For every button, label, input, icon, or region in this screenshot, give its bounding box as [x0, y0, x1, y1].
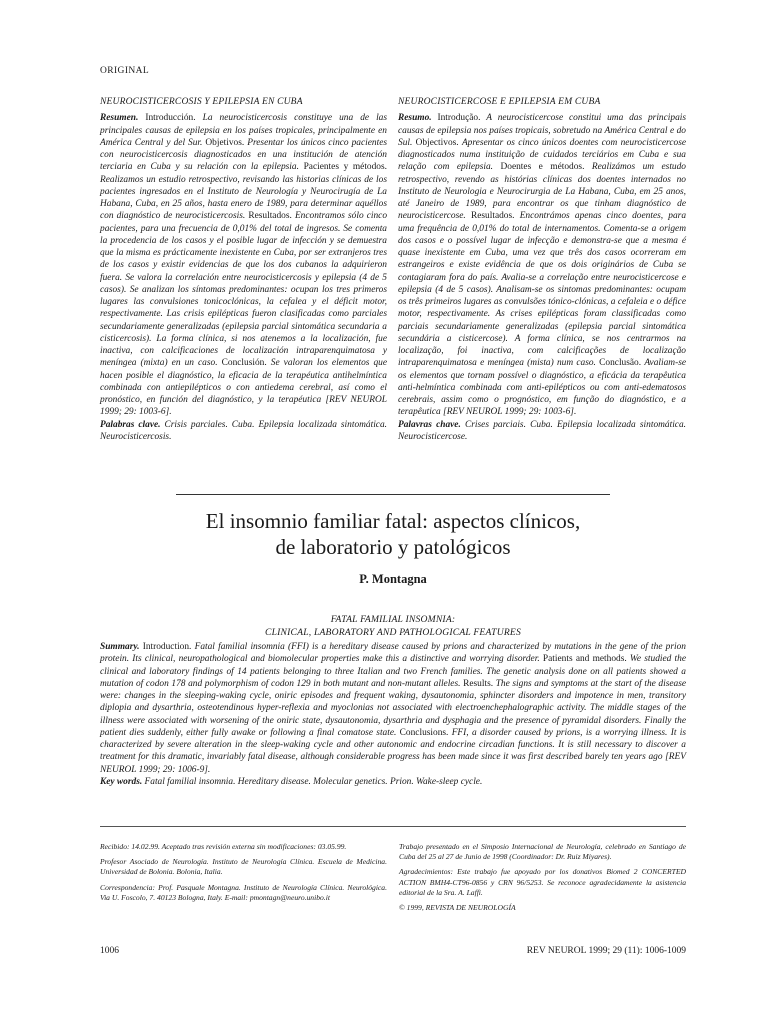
running-head: REV NEUROL 1999; 29 (11): 1006-1009	[526, 946, 686, 956]
spanish-keywords-label: Palabras clave.	[100, 419, 161, 430]
spanish-abstract	[100, 96, 387, 443]
english-keywords-label: Key words.	[100, 776, 143, 787]
acknowledgements-note: Agradecimientos: Este trabajo fue apoyado por los donativos Biomed 2 CONCERTED ACTION BMH4-CT96-0856 y CRN 96/5253. Se reconoce agradecidamente la asistencia editorial de la Sra. A. Laffi.	[399, 867, 686, 897]
spanish-abstract-body: Resumen. Introducción. La neurocisticercosis constituye una de las principales causas de epilepsia en los países tropicales, principalmente en América Central y del Sur. Objetivos. Presentar los únicos cinco pacientes con neurocisticercosis diagnosticados en una institución de atención terciaria en Cuba y su relación con la epilepsia. Pacientes y métodos. Realizamos un estudio retrospectivo, revisando las historias clínicas de los pacientes ingresados en el Instituto de Neurología y Neurocirugía de La Habana, Cuba, en 25 años, hasta enero de 1989, para determinar aquéllos con diagnóstico de neurocisticercosis. Resultados. Encontramos sólo cinco pacientes, para una frecuencia de 0,01% del total de ingresos. Se comenta la procedencia de los casos y el posible lugar de infección y se demuestra que la misma es prácticamente inexistente en Cuba, por ser extranjeros tres de los casos y existir evidencias de que los dos cubanos la adquirieron fuera. Se valora la correlación entre neurocisticercosis y epilepsia (4 de 5 casos). Se analizan los síntomas predominantes: ocupan los tres primeros lugares las convulsiones tonicoclónicas, la cefalea y el déficit motor, respectivamente. Las crisis epilépticas fueron clasificadas como parciales secundariamente generalizadas (epilepsia parcial sintomática secundaria a cisticercosis). La forma clínica, si nos atenemos a la localización, fue inactiva, con calcificaciones de localización intraparenquimatosa y meníngea (mixta) en un caso. Conclusión. Se valoran los elementos que hacen posible el diagnóstico, la eficacia de la terapéutica antihelmíntica combinada con antiepilépticos o con antiedema cerebral, así como el pronóstico, en función del diagnóstico, y la terapéutica [REV NEUROL 1999; 29: 1003-6]. Palabras clave. Crisis parciales. Cuba. Epilepsia localizada sintomática. Neurocisticercosis.	[100, 113, 388, 442]
portuguese-keywords: Crises parciais. Cuba. Epilepsia localizada sintomática. Neurocisticercose.	[398, 419, 686, 442]
english-title: FATAL FAMILIAL INSOMNIA: CLINICAL, LABORATORY AND PATHOLOGICAL FEATURES	[265, 614, 521, 638]
correspondence-note: Correspondencia: Prof. Pasquale Montagna. Instituto de Neurología Clínica. Neurológica. Via U. Foscolo, 7. 40123 Bologna, Italy. E-mail: pmontagn@neuro.unibo.it	[100, 882, 387, 902]
footnote-divider	[100, 826, 686, 827]
title-divider	[176, 494, 610, 495]
received-note: Recibido: 14.02.99. Aceptado tras revisión externa sin modificaciones: 03.05.99.	[100, 842, 347, 851]
spanish-abstract-title: NEUROCISTICERCOSIS Y EPILEPSIA EN CUBA	[100, 97, 303, 107]
section-label: ORIGINAL	[100, 66, 150, 76]
affiliation-note: Profesor Asociado de Neurología. Instituto de Neurología Clínica. Escuela de Medicina. Universidad de Bolonia. Bolonia, Italia.	[100, 857, 387, 877]
footnotes-left	[100, 842, 387, 908]
author: P. Montagna	[359, 572, 427, 586]
article-title: El insomnio familiar fatal: aspectos clínicos, de laboratorio y patológicos	[205, 509, 581, 559]
english-keywords: Fatal familial insomnia. Hereditary disease. Molecular genetics. Prion. Wake-sleep cycle.	[144, 776, 483, 787]
footnotes-right	[399, 842, 686, 918]
copyright-note: © 1999, REVISTA DE NEUROLOGÍA	[399, 903, 516, 913]
portuguese-abstract	[398, 96, 686, 443]
page-number: 1006	[100, 946, 119, 956]
english-abstract: Summary. Introduction. Fatal familial insomnia (FFI) is a hereditary disease caused by prions and characterized by mutations in the gene of the prion protein. Its clinical, neuropathological and biomolecular properties make this a distinctive and worrying disorder. Patients and methods. We studied the clinical and laboratory findings of 14 patients belonging to three Italian and two French families. The genetic analysis done on all patients showed a mutation of codon 178 and polymorphism of codon 129 in both mutant and non-mutant alleles. Results. The signs and symptoms at the start of the disease were: changes in the sleeping-waking cycle, oniric episodes and frequent waking, dysautonomia, sphincter disorders and impotence in men, transitory diplopia and dysarthria, osteotendinous hyper-reflexia and myoclonias not associated with electroenchephalographic activity. The middle stages of the illness were associated with worsening of the oniric state, dysautonomia, dysarthria and dysphagia and the presence of pyramidal disorders. Finally the patient dies suddenly, either fully awake or following a final comatose state. Conclusions. FFI, a disorder caused by prions, is a worrying illness. It is characterized by severe alteration in the sleep-waking cycle and other autonomic and endocrine circadian functions. It is still necessary to discover a treatment for this dramatic, invariably fatal disease, although considerable progress has been made since it was first described barely ten years ago [REV NEUROL 1999; 29: 1006-9]. Key words. Fatal familial insomnia. Hereditary disease. Molecular genetics. Prion. Wake-sleep cycle.	[100, 642, 687, 787]
presented-note: Trabajo presentado en el Simposio Internacional de Neurología, celebrado en Santiago de Cuba del 25 al 27 de Junio de 1998 (Coordinador: Dr. Ruiz Miyares).	[399, 842, 686, 862]
portuguese-keywords-label: Palavras chave.	[398, 419, 461, 430]
portuguese-abstract-body: Resumo. Introdução. A neurocisticercose constitui uma das principais causas de epilepsia nos países tropicais, sobretudo na América Central e do Sul. Objectivos. Apresentar os cinco únicos doentes com neurocisticercose diagnosticados numa instituição de cuidados terciários em Cuba e sua relação com epilepsia. Doentes e métodos. Realizámos um estudo retrospectivo, revendo as histórias clínicas dos doentes internados no Instituto de Neurologia e Neurocirurgia de La Habana, Cuba, em 25 anos, até Janeiro de 1989, para encontrar os que tinham diagnóstico de neurocisticercose. Resultados. Encontrámos apenas cinco doentes, para uma frequência de 0,01% do total de internamentos. Comenta-se a origem dos casos e o possível lugar de infecção e demonstra-se que a mesma é quase inexistente em Cuba, uma vez que três dos casos ocorreram em estrangeiros e existe evidência de que os dois originários de Cuba se contagiaram fora do país. Avalia-se a correlação entre neurocisticercose e epilepsia (4 de 5 casos). Analisam-se os sintomas predominantes: ocupam os três primeiros lugares as convulsões tónico-clónicas, a cefaleia e o défice motor, respectivamente. As crises epilépticas foram classificadas como parciais secundariamente generalizadas (epilepsia parcial sintomática secundária a cisticercose). A forma clínica, se nos centrarmos na localização, foi inactiva, com calcificações de localização intraparenquimatosa e meníngea (mista) num caso. Conclusão. Avaliam-se os elementos que tornam possível o diagnóstico, a eficácia da terapêutica anti-helmíntica combinada com anti-epilépticos ou com anti-edematosos cerebrais, assim como o prognóstico, em função do diagnóstico, e a terapêutica [REV NEUROL 1999; 29: 1003-6]. Palavras chave. Crises parciais. Cuba. Epilepsia localizada sintomática. Neurocisticercose.	[398, 113, 687, 442]
spanish-keywords: Crisis parciales. Cuba. Epilepsia localizada sintomática. Neurocisticercosis.	[100, 419, 387, 442]
portuguese-abstract-title: NEUROCISTICERCOSE E EPILEPSIA EM CUBA	[398, 97, 601, 107]
